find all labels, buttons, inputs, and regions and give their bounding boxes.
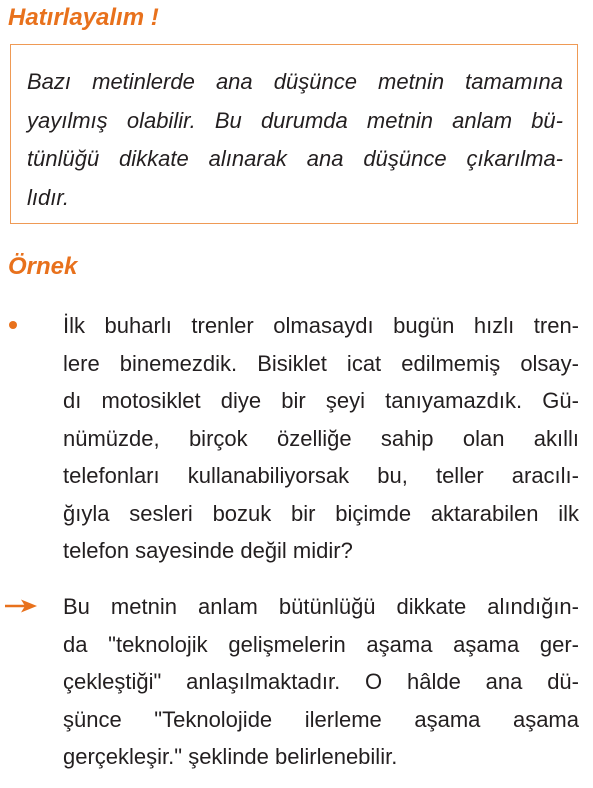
paragraph-line: ğıyla sesleri bozuk bir biçimde aktarabilen ilk (63, 500, 579, 526)
paragraph-line: telefonları kullanabiliyorsak bu, teller aracılı- (63, 463, 579, 488)
bullet-icon (9, 321, 17, 329)
note-line: Bazı metinlerde ana düşünce metnin tamamına (27, 69, 563, 94)
paragraph-line: dı motosiklet diye bir şeyi tanıyamazdık. Gü- (63, 388, 579, 413)
paragraph-line: İlk buharlı trenler olmasaydı bugün hızlı tren- (63, 313, 579, 338)
section-title-example: Örnek (8, 253, 78, 280)
paragraph-line: Bu metnin anlam bütünlüğü dikkate alındığın- (63, 594, 579, 619)
arrow-right-icon (4, 598, 38, 614)
paragraph-line: çekleştiği" anlaşılmaktadır. O hâlde ana dü- (63, 669, 579, 694)
note-line: lıdır. (27, 184, 69, 210)
paragraph-line: telefon sayesinde değil midir? (63, 538, 353, 563)
example-paragraph (63, 307, 579, 570)
paragraph-line: gerçekleşir." şeklinde belirlenebilir. (63, 744, 398, 769)
paragraph-line: da "teknolojik gelişmelerin aşama aşama ger- (63, 631, 579, 657)
note-line: tünlüğü dikkate alınarak ana düşünce çıkarılma- (27, 146, 563, 171)
paragraph-line: lere binemezdik. Bisiklet icat edilmemiş olsay- (63, 350, 579, 376)
note-line: yayılmış olabilir. Bu durumda metnin anlam bü- (27, 107, 563, 133)
section-title-remember: Hatırlayalım ! (8, 4, 159, 31)
paragraph-line: şünce "Teknolojide ilerleme aşama aşama (63, 706, 579, 732)
conclusion-paragraph (63, 588, 579, 776)
remember-note-box (10, 44, 578, 224)
remember-note-text (27, 63, 563, 217)
paragraph-line: nümüzde, birçok özelliğe sahip olan akıllı (63, 425, 579, 451)
